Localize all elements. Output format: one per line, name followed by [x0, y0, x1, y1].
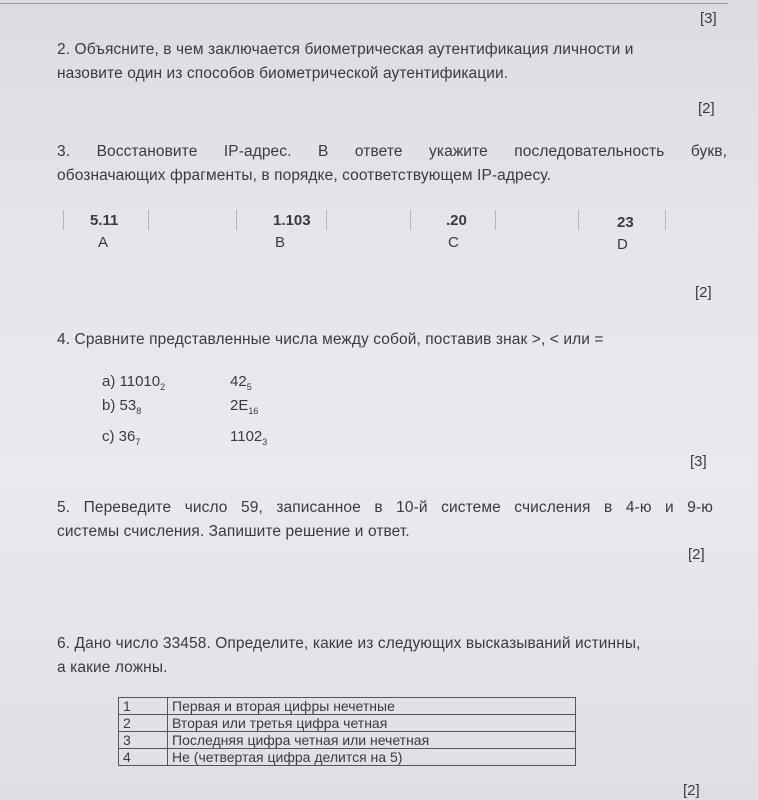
q4-item-b-number: b) 53 — [102, 397, 137, 414]
statement-number: 2 — [119, 715, 168, 732]
fragment-a-value: 5.11 — [90, 212, 119, 229]
q4-item-a-right-number: 42 — [230, 373, 247, 390]
q6-score: [2] — [683, 782, 700, 799]
table-row — [119, 715, 576, 732]
q4-item-a-number: a) 11010 — [102, 373, 161, 390]
question-6-line-2: а какие ложны. — [57, 659, 168, 676]
q4-item-b-left — [102, 397, 141, 416]
fragment-b-value: 1.103 — [273, 212, 311, 229]
fragment-d-letter: D — [617, 236, 628, 253]
q4-item-c-right — [230, 428, 267, 447]
question-2-line-2: назовите один из способов биометрической аутентификации. — [57, 65, 509, 82]
question-6-line-1: 6. Дано число 33458. Определите, какие из следующих высказываний истинны, — [57, 635, 641, 652]
question-3-line-2: обозначающих фрагменты, в порядке, соответствующем IP-адресу. — [57, 167, 552, 184]
table-row — [119, 732, 576, 749]
q4-score: [3] — [690, 453, 707, 470]
question-5 — [57, 496, 713, 544]
question-6 — [57, 632, 717, 680]
fragment-a — [90, 212, 118, 251]
fragment-divider — [410, 210, 411, 230]
q4-item-c-right-number: 1102 — [230, 428, 263, 445]
previous-section-border — [0, 0, 728, 4]
q4-item-a-left — [102, 373, 165, 392]
fragment-divider — [148, 210, 149, 230]
fragment-c — [446, 212, 467, 251]
fragment-c-letter: C — [448, 234, 459, 251]
statement-number: 4 — [119, 749, 168, 766]
q1-score: [3] — [700, 10, 717, 27]
q4-item-a-right — [230, 373, 252, 392]
statement-number: 3 — [119, 732, 168, 749]
q4-item-c-number: c) 36 — [102, 428, 136, 445]
question-3 — [57, 140, 727, 188]
q4-item-c-left — [102, 428, 140, 447]
fragment-d — [617, 214, 634, 253]
fragment-divider — [495, 210, 496, 230]
statement-text: Вторая или третья цифра четная — [168, 715, 576, 732]
q3-score: [2] — [695, 284, 712, 301]
fragment-divider — [326, 210, 327, 230]
q4-item-a-right-base: 5 — [246, 382, 252, 392]
question-3-line-1: 3. Восстановите IP-адрес. В ответе укажите последовательность букв, — [57, 143, 727, 160]
question-5-line-2: системы счисления. Запишите решение и ответ. — [57, 523, 410, 540]
statement-text: Не (четвертая цифра делится на 5) — [168, 749, 576, 766]
table-row — [119, 698, 576, 715]
statements-table — [118, 697, 576, 766]
fragment-a-letter: A — [98, 234, 109, 251]
statement-text: Последняя цифра четная или нечетная — [168, 732, 576, 749]
q5-score: [2] — [688, 546, 705, 563]
q4-item-a-base: 2 — [160, 382, 166, 392]
q4-item-b-right — [230, 397, 258, 416]
fragment-d-value: 23 — [617, 214, 634, 231]
q4-item-b-right-number: 2E — [230, 397, 249, 414]
fragment-divider — [63, 210, 64, 230]
q2-score: [2] — [698, 100, 715, 117]
question-2 — [57, 38, 727, 86]
fragment-divider — [665, 210, 666, 230]
question-2-line-1: 2. Объясните, в чем заключается биометрическая аутентификация личности и — [57, 41, 634, 58]
fragment-c-value: .20 — [446, 212, 467, 229]
table-row — [119, 749, 576, 766]
q4-item-c-right-base: 3 — [262, 437, 268, 447]
fragment-b — [273, 212, 311, 251]
q4-item-b-base: 8 — [136, 406, 142, 416]
fragment-b-letter: B — [275, 234, 286, 251]
fragment-divider — [236, 210, 237, 230]
question-4-text: 4. Сравните представленные числа между собой, поставив знак >, < или = — [57, 331, 604, 348]
statement-text: Первая и вторая цифры нечетные — [168, 698, 576, 715]
q4-item-b-right-base: 16 — [248, 406, 259, 416]
fragment-divider — [578, 210, 579, 230]
q4-item-c-base: 7 — [135, 437, 141, 447]
question-5-line-1: 5. Переведите число 59, записанное в 10-й системе счисления в 4-ю и 9-ю — [57, 499, 713, 516]
statement-number: 1 — [119, 698, 168, 715]
